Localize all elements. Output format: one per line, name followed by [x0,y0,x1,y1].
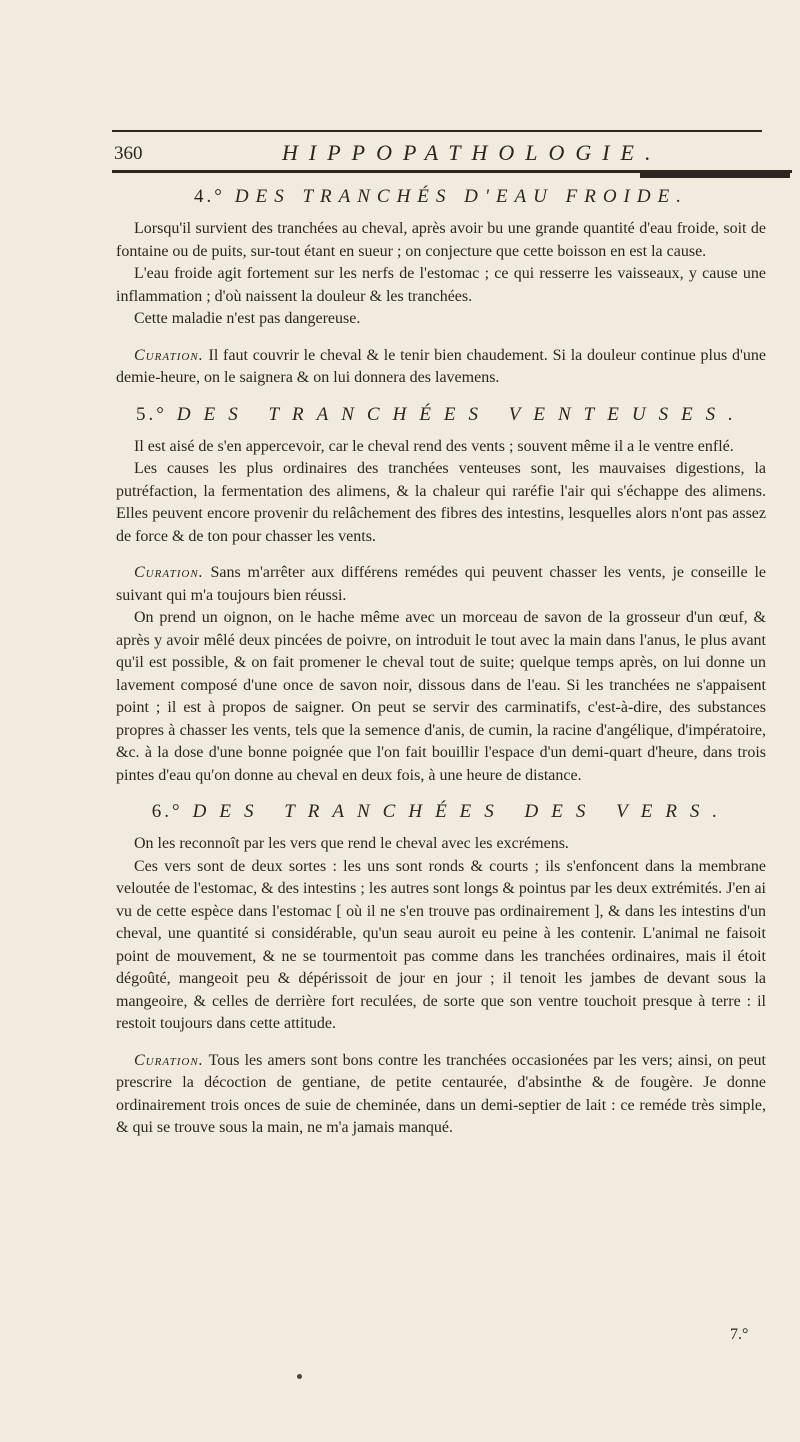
section-heading [116,801,766,823]
paragraph: Lorsqu'il survient des tranchées au cheval, après avoir bu une grande quantité d'eau froide, soit de fontaine ou de puits, sur-tout étant en sueur ; on conjecture que cette boisson en est la cause. [116,220,766,260]
curation-label: Curation. [134,564,204,581]
header-rule-top [112,130,762,132]
curation-text: Sans m'arrêter aux différens remédes qui peuvent chasser les vents, je conseille le suivant qui m'a toujours bien réussi. [116,564,766,604]
section-number: 6.° [151,801,183,822]
curation-paragraph [116,345,766,390]
paragraph: Les causes les plus ordinaires des tranchées venteuses sont, les mauvaises digestions, la putréfaction, la fermentation des alimens, & la chaleur qui raréfie l'air qui s'échappe des alimens. Elles peuvent encore provenir du relâchement des fibres des intestins, lesquelles alors n'ont pas assez de force & de ton pour chasser les vents. [116,460,766,545]
ink-spot [297,1374,302,1379]
curation-text: Il faut couvrir le cheval & le tenir bien chaudement. Si la douleur continue plus d'une demie-heure, on le saignera & on lui donnera des lavemens. [116,346,766,386]
paragraph: Cette maladie n'est pas dangereuse. [134,310,361,327]
section-title: DES TRANCHÉS D'EAU FROIDE. [234,186,688,207]
paragraph: L'eau froide agit fortement sur les nerfs de l'estomac ; ce qui resserre les vaisseaux, y cause une inflammation ; d'où naissent la douleur & les tranchées. [116,265,766,305]
section-title: DES TRANCHÉES DES VERS. [192,801,731,822]
curation-paragraph [116,1050,766,1140]
section-title: DES TRANCHÉES VENTEUSES. [176,403,746,425]
curation-label: Curation. [134,346,204,364]
curation-label: Curation. [134,1051,204,1069]
paragraph: Ces vers sont de deux sortes : les uns sont ronds & courts ; ils s'enfoncent dans la membrane veloutée de l'estomac, & des intestins ; les autres sont longs & pointus par les deux extrémités. J'en ai vu de cette espèce dans l'estomac [ où il ne s'en trouve pas ordinairement ], & dans les intestins d'un cheval, une quantité si considérable, qu'un seau auroit eu peine à les contenir. L'animal ne faisoit point de mouvement, & ne se tourmentoit pas comme dans les tranchées ordinaires, mais il étoit dégoûté, mangeoit peu & dépérissoit de jour en jour ; il tenoit les jambes de devant sous la mangeoire, & celles de derrière fort reculées, de sorte que son ventre touchoit presque à terre : il restoit toujours dans cette attitude. [116,857,766,1032]
section-heading [116,404,766,426]
paragraph: On prend un oignon, on le hache même avec un morceau de savon de la grosseur d'un œuf, & après y avoir mêlé deux pincées de poivre, on introduit le tout avec la main dans l'anus, le plus avant qu'il est possible, & on fait promener le cheval tout de suite; quelque temps après, on lui donne un lavement composé d'une once de savon noir, dissous dans de l'eau. Si les tranchées ne s'appaisent point ; il est à propos de saigner. On peut se servir des carminatifs, c'est-à-dire, des substances propres à chasser les vents, tels que la semence d'anis, de cumin, la racine d'angélique, d'impératoire, &c. à la dose d'une bonne poignée que l'on fait bouillir l'espace d'un demi-quart d'heure, dans trois pintes d'eau qu'on donne au cheval en deux fois, à une heure de distance. [116,609,766,784]
main-text [116,186,766,1140]
catchword: 7.° [730,1326,749,1343]
section-number: 5.° [136,403,167,425]
paragraph: On les reconnoît par les vers que rend le cheval avec les excrémens. [134,835,569,852]
curation-paragraph [116,562,766,607]
page-number: 360 [114,143,143,164]
running-title: HIPPOPATHOLOGIE. [282,140,662,165]
paragraph: Il est aisé de s'en appercevoir, car le cheval rend des vents ; souvent même il a le ventre enflé. [134,437,734,455]
curation-text: Tous les amers sont bons contre les tranchées occasionées par les vers; ainsi, on peut prescrire la décoction de gentiane, de petite centaurée, d'absinthe & de fougère. Je donne ordinairement trois onces de suie de cheminée, dans un demi-septier de lait : ce reméde très simple, & qui se trouve sous la main, ne m'a jamais manqué. [116,1051,766,1136]
section-number: 4.° [194,186,225,207]
header-rule-ornament [640,172,790,178]
section-heading [116,186,766,208]
